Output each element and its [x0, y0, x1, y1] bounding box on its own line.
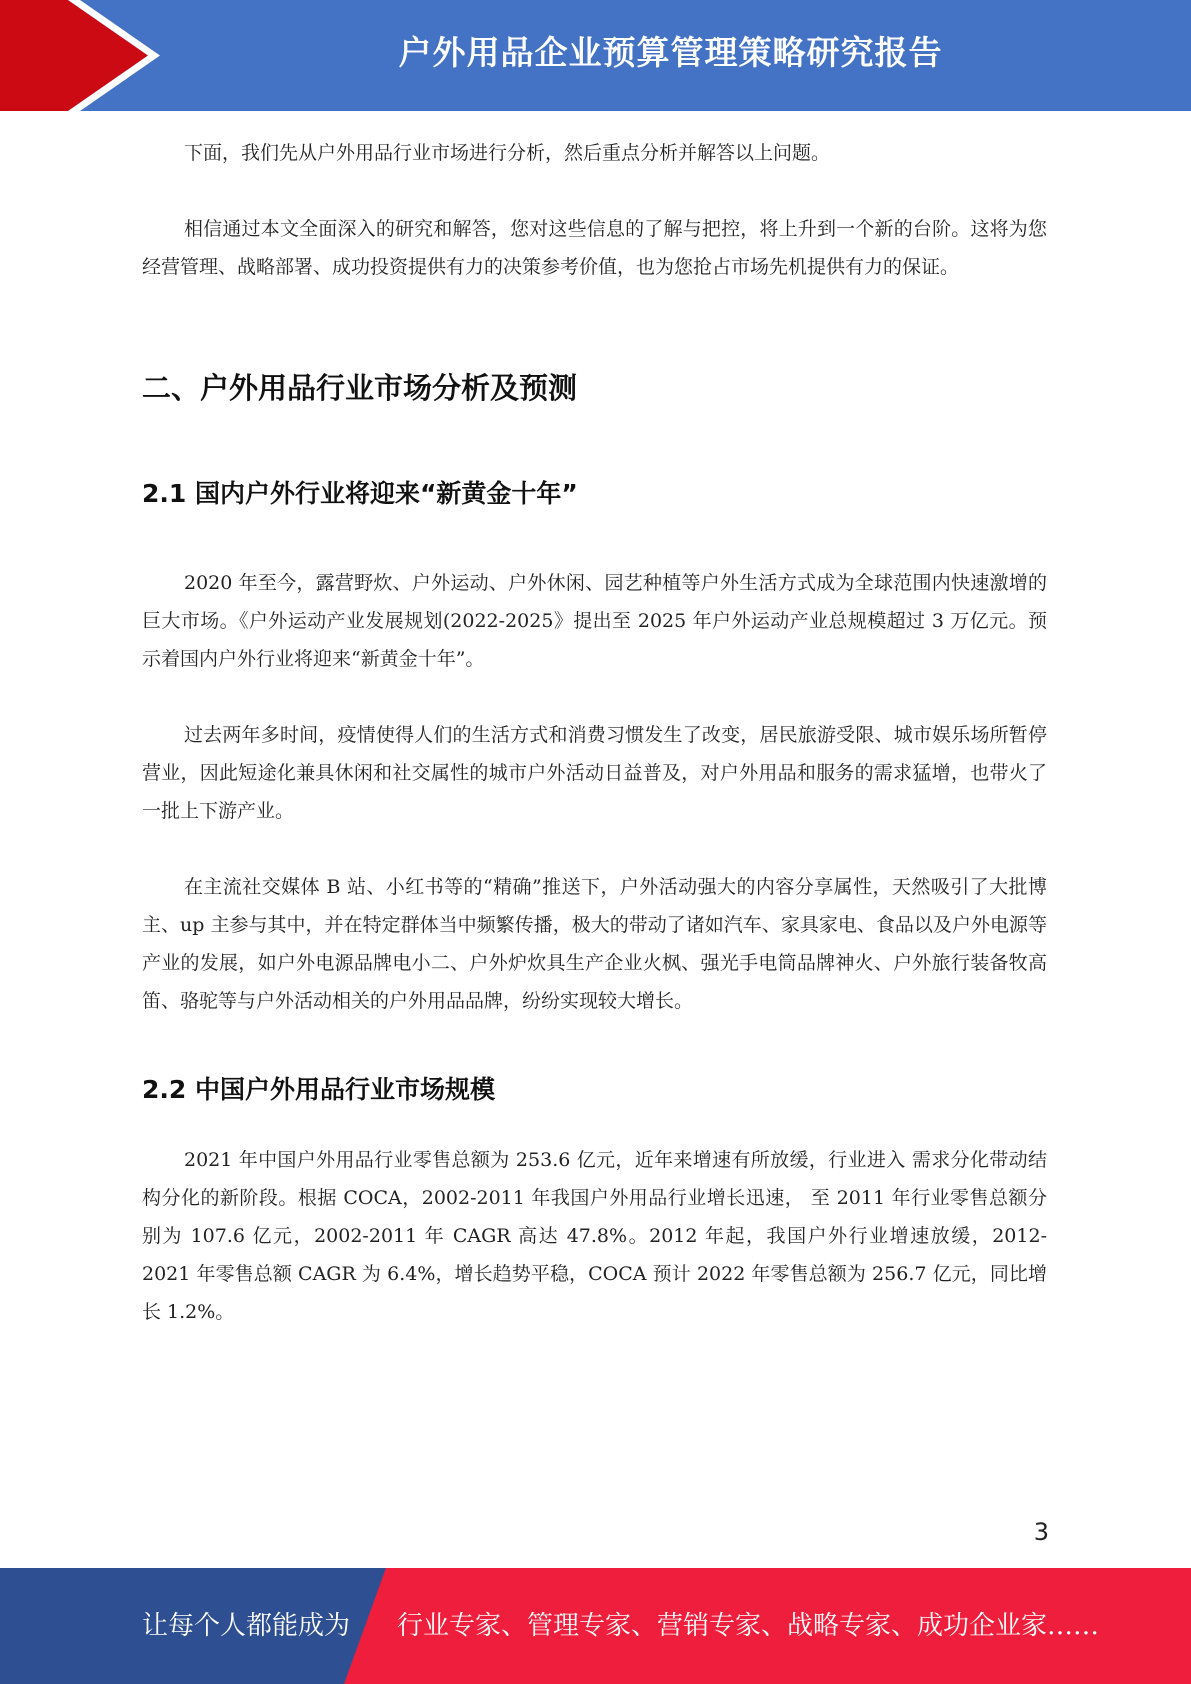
report-title: 户外用品企业预算管理策略研究报告: [398, 33, 943, 72]
subsection-heading-2-1: 2.1 国内户外行业将迎来“新黄金十年”: [142, 479, 578, 508]
intro-paragraph-2: 相信通过本文全面深入的研究和解答，您对这些信息的了解与把控，将上升到一个新的台阶。这将为您经营管理、战略部署、成功投资提供有力的决策参考价值，也为您抢占市场先机提供有力的保证。: [142, 218, 1047, 278]
page-number: 3: [1033, 1518, 1049, 1546]
header-banner: [0, 0, 1191, 111]
paragraph-2-1-3: 在主流社交媒体 B 站、小红书等的“精确”推送下，户外活动强大的内容分享属性，天然吸引了大批博主、up 主参与其中，并在特定群体当中频繁传播，极大的带动了诸如汽车、家具家电、食品以及户外电源等产业的发展，如户外电源品牌电小二、户外炉炊具生产企业火枫、强光手电筒品牌神火、户外旅行装备牧高笛、骆驼等与户外活动相关的户外用品品牌，纷纷实现较大增长。: [142, 876, 1047, 1012]
section-heading: 二、户外用品行业市场分析及预测: [142, 371, 578, 405]
paragraph-2-2-1: 2021 年中国户外用品行业零售总额为 253.6 亿元，近年来增速有所放缓，行业进入 需求分化带动结构分化的新阶段。根据 COCA，2002-2011 年我国户外用品行业增长迅速， 至 2011 年行业零售总额分别为 107.6 亿元，2002-2011 年 CAGR 高达 47.8%。2012 年起，我国户外行业增速放缓，2012-2021 年零售总额 CAGR 为 6.4%，增长趋势平稳，COCA 预计 2022 年零售总额为 256.7 亿元，同比增长 1.2%。: [142, 1149, 1047, 1323]
chevron-arrow-icon: [0, 0, 160, 111]
intro-paragraph-1: 下面，我们先从户外用品行业市场进行分析，然后重点分析并解答以上问题。: [184, 142, 831, 164]
footer-slogan: 让每个人都能成为: [142, 1611, 351, 1641]
footer-banner: [0, 1568, 1191, 1684]
paragraph-2-1-1: 2020 年至今，露营野炊、户外运动、户外休闲、园艺种植等户外生活方式成为全球范围内快速激增的巨大市场。《户外运动产业发展规划(2022-2025》提出至 2025 年户外运动产业总规模超过 3 万亿元。预示着国内户外行业将迎来“新黄金十年”。: [142, 572, 1047, 670]
paragraph-2-1-2: 过去两年多时间，疫情使得人们的生活方式和消费习惯发生了改变，居民旅游受限、城市娱乐场所暂停营业，因此短途化兼具休闲和社交属性的城市户外活动日益普及，对户外用品和服务的需求猛增，也带火了一批上下游产业。: [142, 724, 1047, 822]
footer-roles: 行业专家、管理专家、营销专家、战略专家、成功企业家……: [397, 1611, 1100, 1641]
subsection-heading-2-2: 2.2 中国户外用品行业市场规模: [142, 1075, 495, 1104]
